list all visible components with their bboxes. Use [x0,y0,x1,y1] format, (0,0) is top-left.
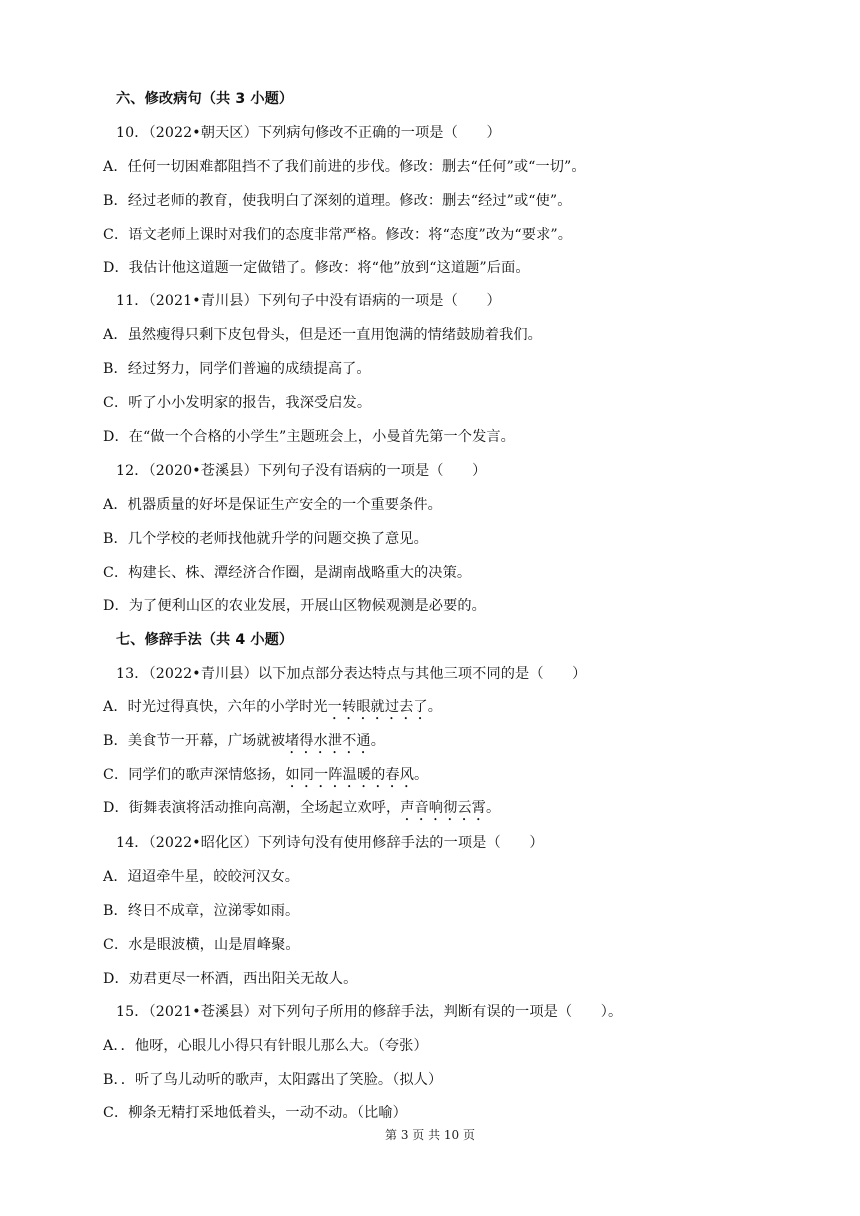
option-text: 。 [414,767,429,783]
question-10-option-c: C．语文老师上课时对我们的态度非常严格。修改：将“态度”改为“要求”。 [103,227,572,243]
section-heading-seven: 七、修辞手法（共 4 小题） [116,632,294,648]
option-text: 。 [370,733,386,749]
question-15-stem: 15．（2021•苍溪县）对下列句子所用的修辞手法，判断有误的一项是（ ）。 [116,1004,623,1020]
question-10-option-b: B．经过老师的教育，使我明白了深刻的道理。修改：删去“经过”或“使”。 [103,193,572,209]
question-11-stem: 11．（2021•青川县）下列句子中没有语病的一项是（ ） [116,293,501,309]
question-10-option-a: A．任何一切困难都阻挡不了我们前进的步伐。修改：删去“任何”或“一切”。 [103,159,586,175]
option-text: D．街舞表演将活动推向高潮，全场起立欢呼， [103,800,401,816]
question-15-option-a: A．．他呀，心眼儿小得只有针眼儿那么大。（夸张） [103,1038,428,1054]
question-13-option-a [103,697,442,723]
question-12-option-a: A．机器质量的好坏是保证生产安全的一个重要条件。 [103,497,442,513]
option-text: 。 [427,699,442,715]
question-11-option-b: B．经过努力，同学们普遍的成绩提高了。 [103,361,371,377]
question-15-option-b: B．．听了鸟儿动听的歌声，太阳露出了笑脸。（拟人） [103,1072,443,1088]
question-14-option-b: B．终日不成章，泣涕零如雨。 [103,903,300,919]
question-14-stem: 14．（2022•昭化区）下列诗句没有使用修辞手法的一项是（ ） [116,835,544,851]
option-text: C．同学们的歌声深情悠扬， [103,767,286,783]
emphasized-phrase: 堵得水泄不通 [284,733,371,749]
option-text: 。 [485,800,501,816]
question-10-option-d: D．我估计他这道题一定做错了。修改：将“他”放到“这道题”后面。 [103,260,530,276]
question-13-option-d [103,798,500,824]
emphasized-phrase: 如同一阵温暖的春风 [285,767,414,783]
question-13-option-c [103,765,428,791]
question-12-option-c: C．构建长、株、潭经济合作圈，是湖南战略重大的决策。 [103,565,472,581]
option-text: B．美食节一开幕，广场就被 [103,733,285,749]
section-heading-six: 六、修改病句（共 3 小题） [116,91,294,107]
question-12-option-b: B．几个学校的老师找他就升学的问题交换了意见。 [103,531,428,547]
question-11-option-c: C．听了小小发明家的报告，我深受启发。 [103,395,372,411]
option-text: A．时光过得真快，六年的小学时光 [103,699,328,715]
question-12-stem: 12．（2020•苍溪县）下列句子没有语病的一项是（ ） [116,463,487,479]
emphasized-phrase: 声音响彻云霄 [400,800,486,816]
page-footer: 第 3 页 共 10 页 [385,1128,475,1142]
question-11-option-d: D．在“做一个合格的小学生”主题班会上，小曼首先第一个发言。 [103,429,515,445]
question-11-option-a: A．虽然瘦得只剩下皮包骨头，但是还一直用饱满的情绪鼓励着我们。 [103,327,542,343]
question-14-option-a: A．迢迢牵牛星，皎皎河汉女。 [103,869,300,885]
question-12-option-d: D．为了便利山区的农业发展，开展山区物候观测是必要的。 [103,598,486,614]
question-14-option-d: D．劝君更尽一杯酒，西出阳关无故人。 [103,971,358,987]
question-13-option-b [103,731,385,757]
question-15-option-c: C．柳条无精打采地低着头，一动不动。（比喻） [103,1105,407,1121]
question-10-stem: 10．（2022•朝天区）下列病句修改不正确的一项是（ ） [116,125,501,141]
question-13-stem: 13．（2022•青川县）以下加点部分表达特点与其他三项不同的是（ ） [116,666,587,682]
question-14-option-c: C．水是眼波横，山是眉峰聚。 [103,937,300,953]
emphasized-phrase: 一转眼就过去了 [327,699,428,715]
